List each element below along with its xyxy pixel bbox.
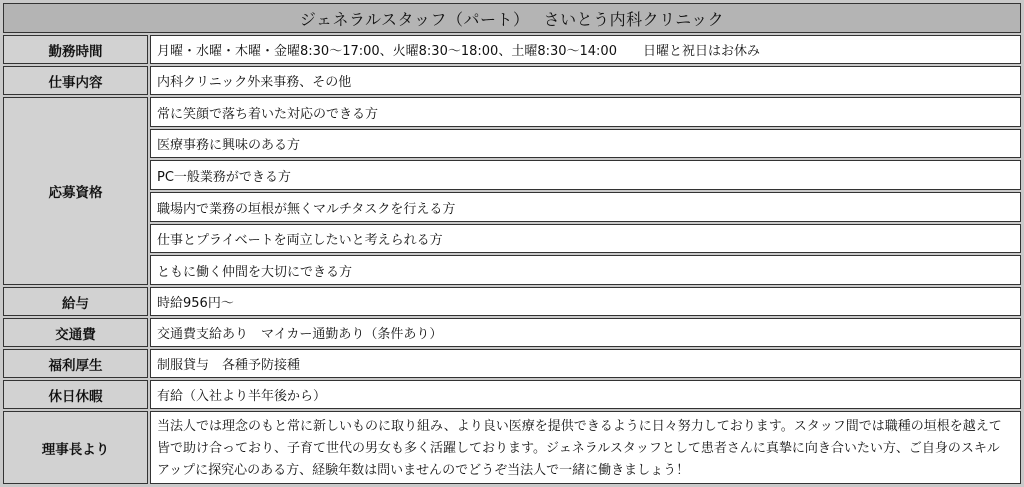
qualification-item: PC一般業務ができる方 xyxy=(150,160,1021,190)
holidays-value: 有給（入社より半年後から） xyxy=(150,380,1021,409)
hours-note: 日曜と祝日はお休み xyxy=(642,44,760,59)
qualifications-label: 応募資格 xyxy=(3,97,148,285)
qualification-item: 職場内で業務の垣根が無くマルチタスクを行える方 xyxy=(150,192,1021,222)
qualification-item: 常に笑顔で落ち着いた対応のできる方 xyxy=(150,97,1021,127)
benefits-value: 制服貸与 各種予防接種 xyxy=(150,349,1021,378)
hours-schedule: 月曜・水曜・木曜・金曜8:30〜17:00、火曜8:30〜18:00、土曜8:30〜14:00 xyxy=(157,44,617,59)
holidays-label: 休日休暇 xyxy=(3,380,148,409)
salary-label: 給与 xyxy=(3,287,148,316)
chairman-label: 理事長より xyxy=(3,411,148,484)
benefits-label: 福利厚生 xyxy=(3,349,148,378)
chairman-message: 当法人では理念のもと常に新しいものに取り組み、より良い医療を提供できるように日々努力しております。スタッフ間では職種の垣根を越えて皆で助け合っており、子育て世代の男女も多く活躍しております。ジェネラルスタッフとして患者さんに真摯に向き合いたい方、ご自身のスキルアップに探究心のある方、経験年数は問いませんのでどうぞ当法人で一緒に働きましょう！ xyxy=(150,411,1021,484)
job-label: 仕事内容 xyxy=(3,66,148,95)
job-value: 内科クリニック外来事務、その他 xyxy=(150,66,1021,95)
qualification-item: ともに働く仲間を大切にできる方 xyxy=(150,255,1021,285)
transport-value: 交通費支給あり マイカー通勤あり（条件あり） xyxy=(150,318,1021,347)
transport-label: 交通費 xyxy=(3,318,148,347)
listing-title: ジェネラルスタッフ（パート） さいとう内科クリニック xyxy=(3,3,1021,33)
hours-value xyxy=(150,35,1021,64)
qualification-item: 医療事務に興味のある方 xyxy=(150,129,1021,158)
salary-value: 時給956円〜 xyxy=(150,287,1021,316)
qualification-item: 仕事とプライベートを両立したいと考えられる方 xyxy=(150,224,1021,253)
hours-label: 勤務時間 xyxy=(3,35,148,64)
